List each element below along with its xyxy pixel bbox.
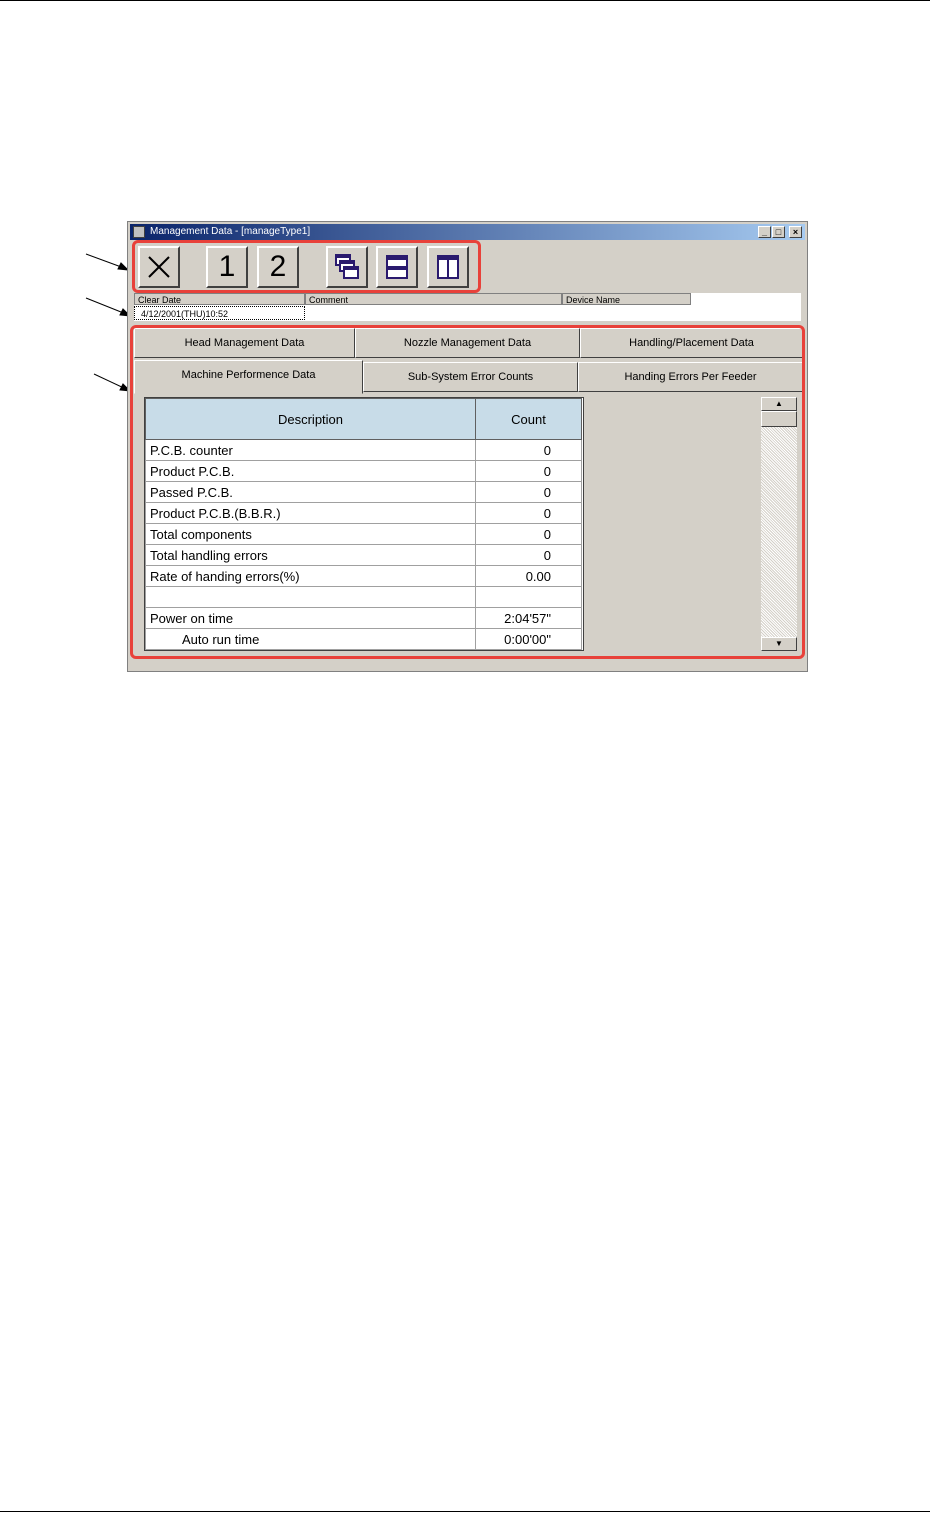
tab-handling-errors-per-feeder[interactable]: Handing Errors Per Feeder bbox=[578, 362, 803, 392]
row-description: P.C.B. counter bbox=[146, 440, 476, 461]
row-count: 0:00'00" bbox=[476, 629, 582, 650]
scroll-up-button[interactable]: ▲ bbox=[761, 397, 797, 411]
row-count: 0 bbox=[476, 524, 582, 545]
device-name-value[interactable] bbox=[562, 306, 691, 320]
row-count: 0 bbox=[476, 545, 582, 566]
comment-label: Comment bbox=[305, 293, 562, 305]
title-bar[interactable] bbox=[130, 224, 805, 240]
view-1-button[interactable]: 1 bbox=[206, 246, 248, 288]
management-data-window bbox=[127, 221, 808, 672]
tab-machine-performance[interactable]: Machine Performence Data bbox=[134, 360, 363, 394]
clear-date-value[interactable]: 4/12/2001(THU)10:52 bbox=[134, 306, 305, 320]
clear-date-label: Clear Date bbox=[134, 293, 305, 305]
row-description: Total components bbox=[146, 524, 476, 545]
page-top-rule bbox=[0, 0, 930, 1]
row-count: 0 bbox=[476, 440, 582, 461]
status-bar bbox=[130, 661, 805, 669]
tab-handling-placement[interactable]: Handling/Placement Data bbox=[580, 328, 803, 358]
toolbar bbox=[130, 242, 805, 292]
column-header-count[interactable]: Count bbox=[476, 399, 582, 440]
row-description: Product P.C.B.(B.B.R.) bbox=[146, 503, 476, 524]
row-description: Power on time bbox=[146, 608, 476, 629]
close-window-button[interactable]: × bbox=[789, 226, 802, 238]
row-description: Total handling errors bbox=[146, 545, 476, 566]
device-name-label: Device Name bbox=[562, 293, 691, 305]
device-name-field bbox=[562, 293, 691, 321]
comment-field bbox=[305, 293, 562, 321]
scroll-down-button[interactable]: ▼ bbox=[761, 637, 797, 651]
row-description: Product P.C.B. bbox=[146, 461, 476, 482]
row-description: Auto run time bbox=[146, 629, 476, 650]
header-fields bbox=[134, 293, 801, 321]
row-count: 0 bbox=[476, 461, 582, 482]
clear-date-field bbox=[134, 293, 305, 321]
minimize-button[interactable]: _ bbox=[758, 226, 771, 238]
app-icon bbox=[133, 226, 145, 238]
tab-nozzle-management[interactable]: Nozzle Management Data bbox=[355, 328, 580, 358]
column-header-description[interactable]: Description bbox=[146, 399, 476, 440]
window-title: Management Data - [manageType1] bbox=[150, 226, 311, 237]
view-2-button[interactable]: 2 bbox=[257, 246, 299, 288]
comment-value[interactable] bbox=[305, 306, 562, 320]
row-description: Rate of handing errors(%) bbox=[146, 566, 476, 587]
tabs-table-highlight bbox=[130, 325, 805, 659]
tab-head-management[interactable]: Head Management Data bbox=[134, 328, 355, 358]
tab-sub-system-errors[interactable]: Sub-System Error Counts bbox=[363, 362, 578, 392]
row-count: 0 bbox=[476, 503, 582, 524]
row-count: 0.00 bbox=[476, 566, 582, 587]
page-bottom-rule bbox=[0, 1511, 930, 1512]
row-count: 0 bbox=[476, 482, 582, 503]
row-description: Passed P.C.B. bbox=[146, 482, 476, 503]
toolbar-highlight bbox=[132, 240, 481, 293]
row-count: 2:04'57" bbox=[476, 608, 582, 629]
maximize-button[interactable]: □ bbox=[772, 226, 785, 238]
